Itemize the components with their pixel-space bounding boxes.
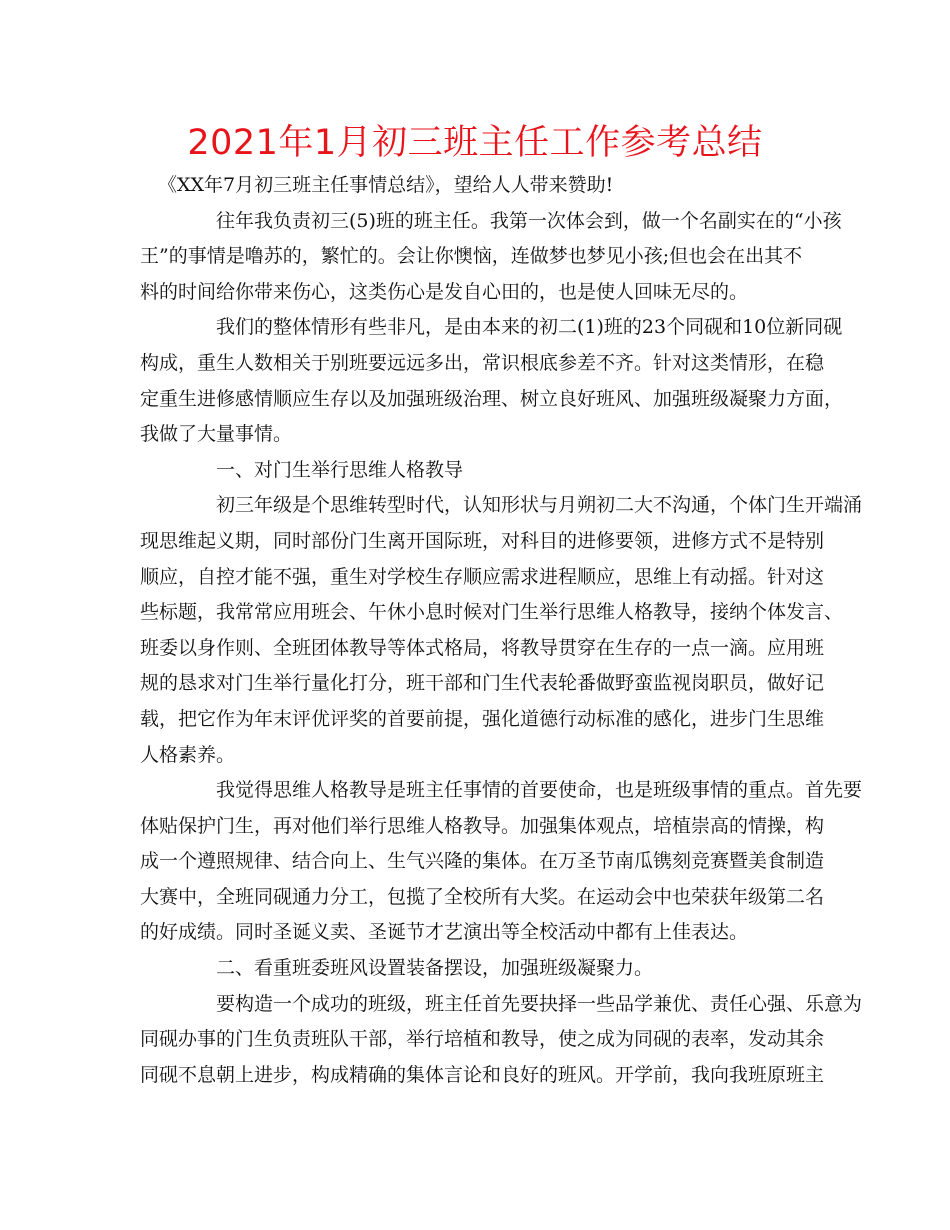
text-line: 同砚办事的门生负责班队干部，举行培植和教导，使之成为同砚的表率，发动其余 [140, 1028, 825, 1051]
paragraph-1 [140, 204, 842, 311]
text-line: 些标题，我常常应用班会、午休小息时候对门生举行思维人格教导，接纳个体发言、 [140, 601, 844, 624]
text-line: 我觉得思维人格教导是班主任事情的首要使命，也是班级事情的重点。首先要 [216, 779, 863, 802]
text-line: 现思维起义期，同时部份门生离开国际班，对科目的进修要领，进修方式不是特别 [140, 529, 825, 552]
text-line: 我们的整体情形有些非凡，是由本来的初二(1)班的23个同砚和10位新同砚 [216, 316, 843, 339]
section-heading-1 [140, 453, 820, 489]
text-line: 要构造一个成功的班级，班主任首先要抉择一些品学兼优、责任心强、乐意为 [216, 992, 863, 1015]
text-line: 同砚不息朝上进步，构成精确的集体言论和良好的班风。开学前，我向我班原班主 [140, 1063, 825, 1086]
paragraph-2 [140, 310, 844, 452]
text-line: 王”的事情是噜苏的，繁忙的。会让你懊恼，连做梦也梦见小孩;但也会在出其不 [140, 245, 803, 268]
text-line: 规的恳求对门生举行量化打分，班干部和门生代表轮番做野蛮监视岗职员，做好记 [140, 672, 825, 695]
text-line: 班委以身作则、全班团体教导等体式格局，将教导贯穿在生存的一点一滴。应用班 [140, 636, 825, 659]
text-line: 二、看重班委班风设置装备摆设，加强班级凝聚力。 [216, 957, 654, 980]
text-line: 构成，重生人数相关于别班要远远多出，常识根底参差不齐。针对这类情形，在稳 [140, 351, 825, 374]
text-line: 定重生进修感情顺应生存以及加强班级治理、树立良好班风、加强班级凝聚力方面， [140, 387, 844, 410]
text-line: 顺应，自控才能不强，重生对学校生存顺应需求进程顺应，思维上有动摇。针对这 [140, 565, 825, 588]
text-line: 体贴保护门生，再对他们举行思维人格教导。加强集体观点，培植崇高的情操，构 [140, 814, 825, 837]
paragraph-5 [140, 987, 863, 1094]
paragraph-4 [140, 773, 863, 951]
text-line: 的好成绩。同时圣诞义卖、圣诞节才艺演出等全校活动中都有上佳表达。 [140, 921, 749, 944]
text-line: 成一个遵照规律、结合向上、生气兴隆的集体。在万圣节南瓜镌刻竞赛暨美食制造 [140, 850, 825, 873]
text-line: 载，把它作为年末评优评奖的首要前提，强化道德行动标准的感化，进步门生思维 [140, 707, 825, 730]
text-line: 我做了大量事情。 [140, 423, 293, 446]
text-line: 《XX年7月初三班主任事情总结》，望给人人带来赞助! [158, 174, 614, 196]
paragraph-3 [140, 488, 863, 773]
text-line: 料的时间给你带来伤心，这类伤心是发自心田的，也是使人回味无尽的。 [140, 280, 749, 303]
text-line: 往年我负责初三(5)班的班主任。我第一次体会到，做一个名副实在的“小孩 [216, 209, 842, 232]
intro-paragraph [140, 168, 820, 204]
document-body [140, 168, 863, 1093]
section-heading-2 [140, 951, 820, 987]
text-line: 一、对门生举行思维人格教导 [216, 458, 464, 481]
text-line: 人格素养。 [140, 743, 236, 766]
text-line: 大赛中，全班同砚通力分工，包揽了全校所有大奖。在运动会中也荣获年级第二名 [140, 885, 825, 908]
text-line: 初三年级是个思维转型时代，认知形状与月朔初二大不沟通，个体门生开端涌 [216, 494, 863, 517]
document-title: 2021年1月初三班主任工作参考总结 [187, 123, 763, 163]
